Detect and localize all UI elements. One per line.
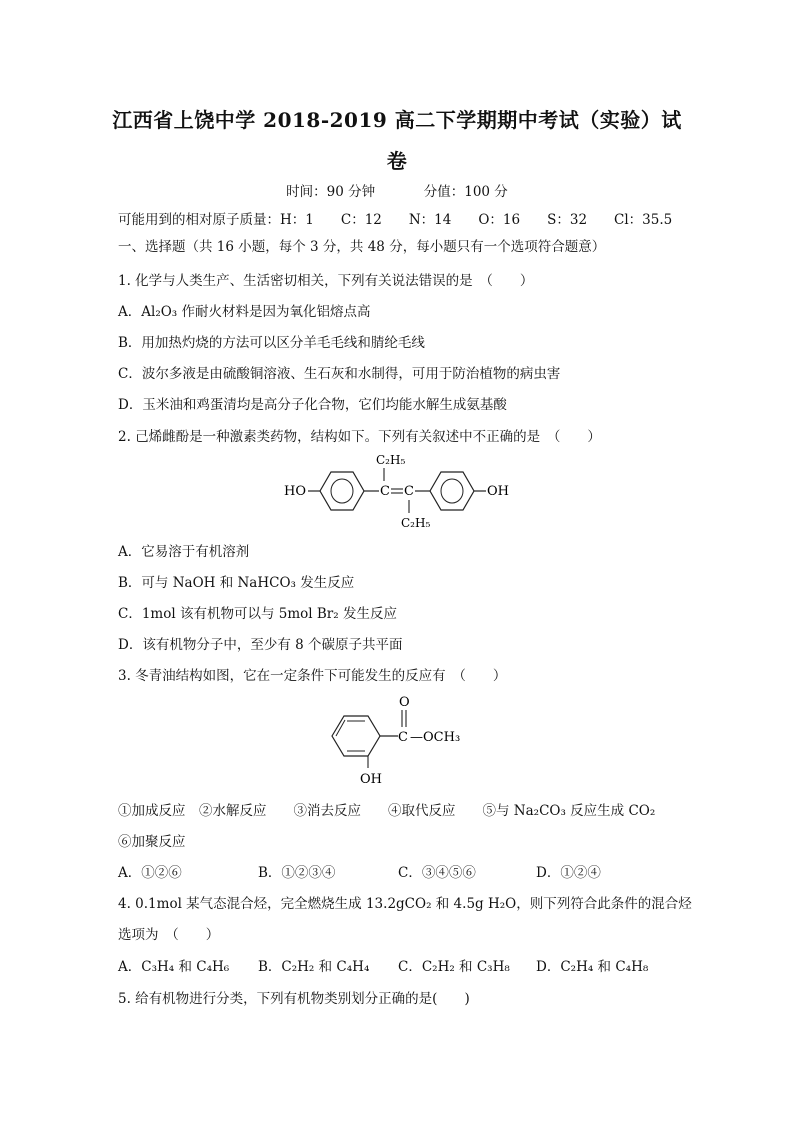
q2-ho-label: HO — [284, 484, 306, 499]
exam-title-line1: 江西省上饶中学 2018-2019 高二下学期期中考试（实验）试 — [112, 108, 682, 132]
q2-c1-label: C — [380, 484, 390, 499]
exam-time: 时间：90 分钟 — [286, 184, 376, 200]
q3-structure-diagram — [326, 692, 476, 788]
q2-stem: 2. 己烯雌酚是一种激素类药物，结构如下。下列有关叙述中不正确的是 （ ） — [118, 429, 601, 445]
atomic-mass-line: 可能用到的相对原子质量：H：1 C：12 N：14 O：16 S：32 Cl：35.5 — [118, 212, 673, 228]
q4-option-c: C．C₂H₂ 和 C₃H₈ — [398, 959, 510, 975]
q2-c2-label: C — [404, 484, 414, 499]
q3-hydroxyl-label: OH — [360, 772, 382, 787]
q1-option-b: B．用加热灼烧的方法可以区分羊毛毛线和腈纶毛线 — [118, 335, 425, 351]
q4-stem: 4. 0.1mol 某气态混合烃，完全燃烧生成 13.2gCO₂ 和 4.5g H₂O，则下列符合此条件的混合烃 — [118, 896, 692, 912]
q3-methoxy-label: —OCH₃ — [410, 730, 461, 745]
q3-options-row — [118, 861, 601, 881]
q1-option-d: D．玉米油和鸡蛋清均是高分子化合物，它们均能水解生成氨基酸 — [118, 397, 507, 413]
q2-option-b: B．可与 NaOH 和 NaHCO₃ 发生反应 — [118, 575, 355, 591]
q2-option-d: D．该有机物分子中，至少有 8 个碳原子共平面 — [118, 637, 403, 653]
q4-option-a: A．C₃H₄ 和 C₄H₆ — [118, 959, 230, 975]
exam-score: 分值：100 分 — [423, 184, 508, 200]
q3-reactions-list: ①加成反应 ②水解反应 ③消去反应 ④取代反应 ⑤与 Na₂CO₃ 反应生成 CO₂ — [118, 803, 656, 819]
q2-ethyl-top: C₂H₅ — [376, 453, 406, 467]
q2-structure-diagram — [282, 450, 514, 532]
exam-title-line2: 卷 — [386, 149, 408, 173]
q4-stem-continued: 选项为 （ ） — [118, 927, 220, 943]
q1-option-a: A．Al₂O₃ 作耐火材料是因为氧化铝熔点高 — [118, 304, 371, 320]
section-heading: 一、选择题（共 16 小题，每个 3 分，共 48 分，每小题只有一个选项符合题意） — [118, 239, 606, 255]
q3-reactions-list-2: ⑥加聚反应 — [118, 834, 186, 850]
benzene-ring — [332, 716, 380, 756]
q2-option-c: C．1mol 该有机物可以与 5mol Br₂ 发生反应 — [118, 606, 397, 622]
exam-info — [0, 180, 794, 200]
q2-option-a: A．它易溶于有机溶剂 — [118, 544, 250, 560]
benzene-ring-left — [320, 472, 364, 510]
q1-stem: 1. 化学与人类生产、生活密切相关，下列有关说法错误的是 （ ） — [118, 273, 534, 289]
q2-ethyl-bottom: C₂H₅ — [401, 516, 431, 530]
q3-carbonyl-oxygen: O — [399, 695, 410, 710]
benzene-ring-right — [430, 472, 474, 510]
q4-option-d: D．C₂H₄ 和 C₄H₈ — [536, 959, 649, 975]
q3-stem: 3. 冬青油结构如图，它在一定条件下可能发生的反应有 （ ） — [118, 668, 507, 684]
q4-option-b: B．C₂H₂ 和 C₄H₄ — [258, 959, 370, 975]
q3-carbonyl-carbon: C — [398, 730, 408, 745]
q3-option-b: B．①②③④ — [258, 865, 336, 881]
q3-option-d: D．①②④ — [536, 865, 601, 881]
q3-option-a: A．①②⑥ — [118, 865, 182, 881]
q5-stem: 5. 给有机物进行分类，下列有机物类别划分正确的是( ) — [118, 991, 470, 1007]
q2-oh-label: OH — [487, 484, 509, 499]
q3-option-c: C．③④⑤⑥ — [398, 865, 476, 881]
q4-options-row — [118, 955, 648, 975]
q1-option-c: C．波尔多液是由硫酸铜溶液、生石灰和水制得，可用于防治植物的病虫害 — [118, 366, 561, 382]
